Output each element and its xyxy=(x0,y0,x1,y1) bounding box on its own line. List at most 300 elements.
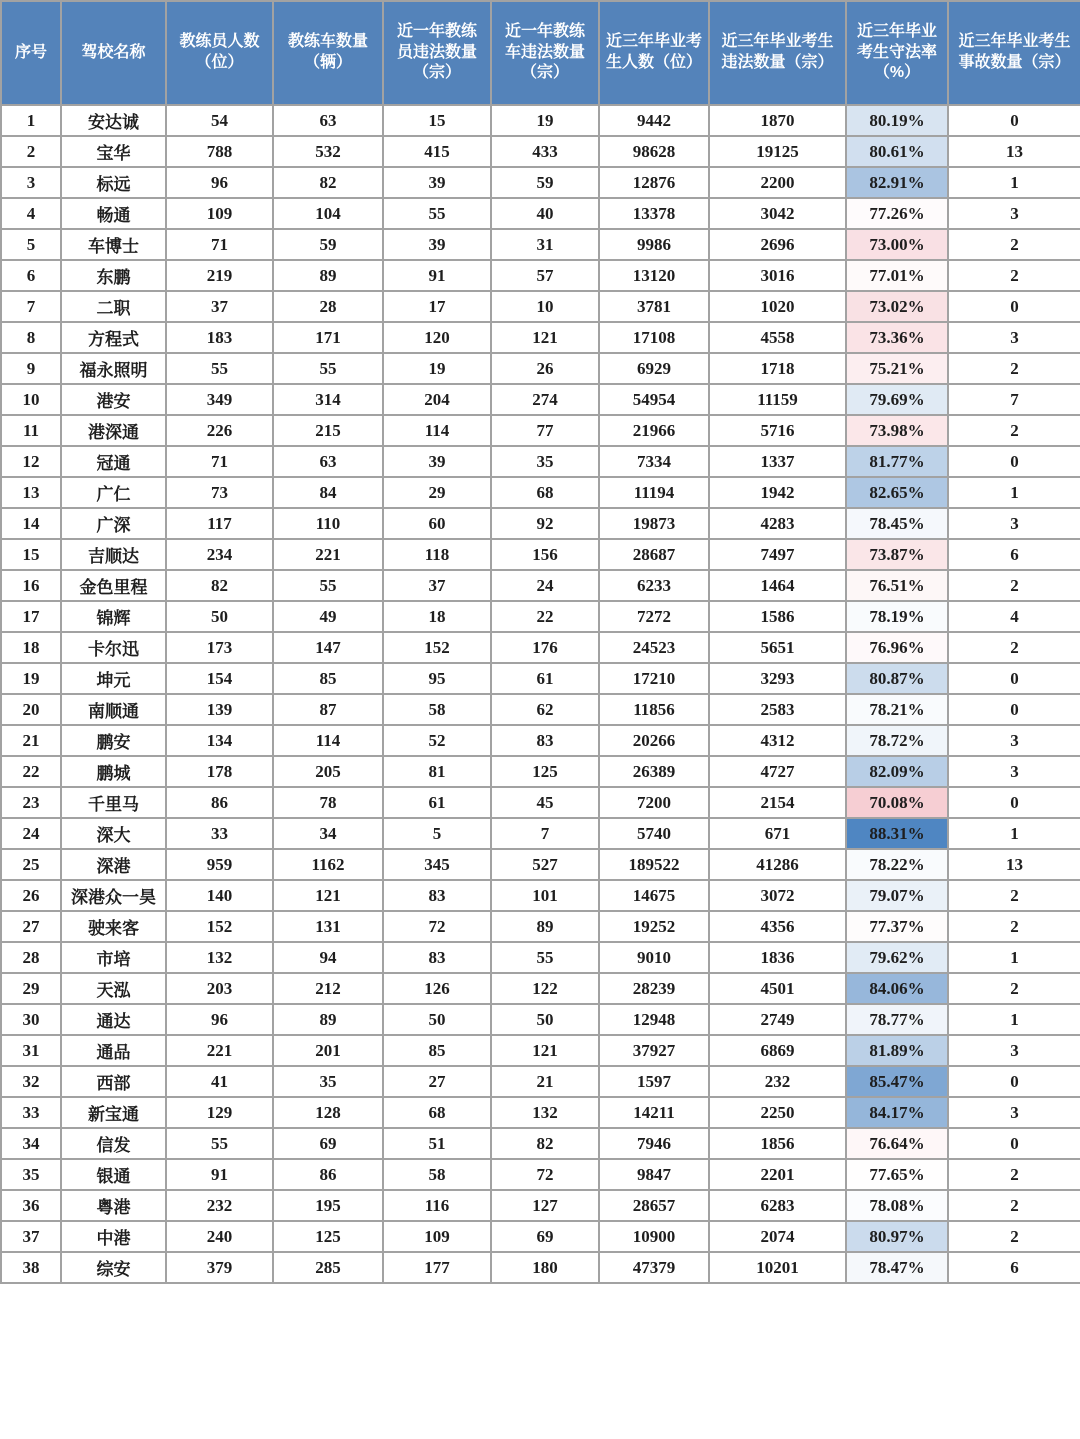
cell-no: 2 xyxy=(1,136,61,167)
cell-compliance_rate_3y: 79.69% xyxy=(846,384,948,415)
cell-vehicle_violations_1y: 82 xyxy=(491,1128,599,1159)
cell-coaches: 178 xyxy=(166,756,273,787)
cell-vehicle_violations_1y: 62 xyxy=(491,694,599,725)
cell-vehicle_violations_1y: 176 xyxy=(491,632,599,663)
cell-accidents_3y: 0 xyxy=(948,663,1080,694)
cell-coach_violations_1y: 114 xyxy=(383,415,491,446)
cell-compliance_rate_3y: 78.77% xyxy=(846,1004,948,1035)
cell-vehicles: 89 xyxy=(273,260,383,291)
cell-accidents_3y: 1 xyxy=(948,477,1080,508)
table-row xyxy=(1,663,1080,694)
cell-coach_violations_1y: 85 xyxy=(383,1035,491,1066)
table-row xyxy=(1,229,1080,260)
table-row xyxy=(1,1190,1080,1221)
cell-vehicles: 314 xyxy=(273,384,383,415)
cell-coaches: 139 xyxy=(166,694,273,725)
cell-coach_violations_1y: 50 xyxy=(383,1004,491,1035)
cell-name: 千里马 xyxy=(61,787,166,818)
cell-graduate_violations_3y: 1856 xyxy=(709,1128,846,1159)
cell-accidents_3y: 6 xyxy=(948,539,1080,570)
cell-accidents_3y: 1 xyxy=(948,1004,1080,1035)
cell-accidents_3y: 2 xyxy=(948,880,1080,911)
cell-no: 28 xyxy=(1,942,61,973)
table-row xyxy=(1,632,1080,663)
table-header-row xyxy=(1,1,1080,105)
cell-vehicles: 55 xyxy=(273,570,383,601)
table-row xyxy=(1,601,1080,632)
cell-coach_violations_1y: 177 xyxy=(383,1252,491,1283)
cell-name: 鹏安 xyxy=(61,725,166,756)
cell-accidents_3y: 6 xyxy=(948,1252,1080,1283)
table-row xyxy=(1,1004,1080,1035)
cell-no: 29 xyxy=(1,973,61,1004)
column-header-coaches: 教练员人数（位） xyxy=(166,1,273,105)
table-row xyxy=(1,260,1080,291)
cell-graduate_violations_3y: 232 xyxy=(709,1066,846,1097)
cell-coaches: 71 xyxy=(166,446,273,477)
cell-compliance_rate_3y: 78.72% xyxy=(846,725,948,756)
cell-graduate_violations_3y: 3072 xyxy=(709,880,846,911)
cell-no: 30 xyxy=(1,1004,61,1035)
cell-accidents_3y: 0 xyxy=(948,105,1080,136)
cell-name: 深港 xyxy=(61,849,166,880)
cell-vehicles: 63 xyxy=(273,446,383,477)
cell-coaches: 232 xyxy=(166,1190,273,1221)
cell-coach_violations_1y: 52 xyxy=(383,725,491,756)
cell-vehicles: 94 xyxy=(273,942,383,973)
cell-accidents_3y: 3 xyxy=(948,322,1080,353)
cell-graduate_violations_3y: 3042 xyxy=(709,198,846,229)
cell-coaches: 96 xyxy=(166,167,273,198)
table-row xyxy=(1,787,1080,818)
cell-no: 37 xyxy=(1,1221,61,1252)
cell-accidents_3y: 0 xyxy=(948,1066,1080,1097)
cell-vehicle_violations_1y: 59 xyxy=(491,167,599,198)
cell-coach_violations_1y: 83 xyxy=(383,880,491,911)
cell-accidents_3y: 2 xyxy=(948,1221,1080,1252)
cell-vehicles: 85 xyxy=(273,663,383,694)
cell-coaches: 86 xyxy=(166,787,273,818)
cell-no: 32 xyxy=(1,1066,61,1097)
cell-graduate_violations_3y: 2200 xyxy=(709,167,846,198)
table-row xyxy=(1,105,1080,136)
cell-no: 18 xyxy=(1,632,61,663)
cell-name: 综安 xyxy=(61,1252,166,1283)
column-header-graduates_3y: 近三年毕业考生人数（位） xyxy=(599,1,709,105)
column-header-name: 驾校名称 xyxy=(61,1,166,105)
cell-graduate_violations_3y: 5651 xyxy=(709,632,846,663)
cell-coach_violations_1y: 95 xyxy=(383,663,491,694)
table-row xyxy=(1,942,1080,973)
cell-coach_violations_1y: 51 xyxy=(383,1128,491,1159)
cell-vehicles: 55 xyxy=(273,353,383,384)
cell-coaches: 96 xyxy=(166,1004,273,1035)
cell-accidents_3y: 0 xyxy=(948,694,1080,725)
cell-graduate_violations_3y: 11159 xyxy=(709,384,846,415)
cell-accidents_3y: 3 xyxy=(948,198,1080,229)
cell-compliance_rate_3y: 73.02% xyxy=(846,291,948,322)
cell-accidents_3y: 2 xyxy=(948,260,1080,291)
cell-graduates_3y: 28687 xyxy=(599,539,709,570)
cell-no: 6 xyxy=(1,260,61,291)
cell-no: 24 xyxy=(1,818,61,849)
cell-vehicles: 215 xyxy=(273,415,383,446)
cell-coaches: 173 xyxy=(166,632,273,663)
cell-vehicles: 82 xyxy=(273,167,383,198)
cell-accidents_3y: 3 xyxy=(948,1097,1080,1128)
table-body xyxy=(1,105,1080,1283)
cell-no: 21 xyxy=(1,725,61,756)
table-row xyxy=(1,570,1080,601)
cell-no: 10 xyxy=(1,384,61,415)
cell-coach_violations_1y: 58 xyxy=(383,694,491,725)
cell-coaches: 183 xyxy=(166,322,273,353)
cell-coaches: 132 xyxy=(166,942,273,973)
cell-vehicles: 285 xyxy=(273,1252,383,1283)
table-row xyxy=(1,880,1080,911)
cell-accidents_3y: 13 xyxy=(948,136,1080,167)
cell-coaches: 129 xyxy=(166,1097,273,1128)
cell-graduate_violations_3y: 7497 xyxy=(709,539,846,570)
cell-coaches: 219 xyxy=(166,260,273,291)
cell-graduate_violations_3y: 4727 xyxy=(709,756,846,787)
cell-graduates_3y: 26389 xyxy=(599,756,709,787)
table-row xyxy=(1,1221,1080,1252)
cell-graduates_3y: 9442 xyxy=(599,105,709,136)
cell-accidents_3y: 2 xyxy=(948,911,1080,942)
cell-accidents_3y: 0 xyxy=(948,446,1080,477)
cell-coach_violations_1y: 204 xyxy=(383,384,491,415)
cell-vehicle_violations_1y: 433 xyxy=(491,136,599,167)
cell-vehicle_violations_1y: 69 xyxy=(491,1221,599,1252)
table-row xyxy=(1,508,1080,539)
cell-graduates_3y: 19873 xyxy=(599,508,709,539)
table-row xyxy=(1,1066,1080,1097)
cell-graduates_3y: 17210 xyxy=(599,663,709,694)
cell-vehicles: 78 xyxy=(273,787,383,818)
cell-coach_violations_1y: 68 xyxy=(383,1097,491,1128)
cell-name: 方程式 xyxy=(61,322,166,353)
cell-no: 15 xyxy=(1,539,61,570)
cell-accidents_3y: 1 xyxy=(948,167,1080,198)
cell-coach_violations_1y: 120 xyxy=(383,322,491,353)
cell-graduates_3y: 20266 xyxy=(599,725,709,756)
cell-compliance_rate_3y: 73.98% xyxy=(846,415,948,446)
cell-compliance_rate_3y: 81.77% xyxy=(846,446,948,477)
cell-name: 标远 xyxy=(61,167,166,198)
cell-graduates_3y: 3781 xyxy=(599,291,709,322)
cell-vehicles: 171 xyxy=(273,322,383,353)
cell-compliance_rate_3y: 82.91% xyxy=(846,167,948,198)
cell-vehicle_violations_1y: 132 xyxy=(491,1097,599,1128)
column-header-graduate_violations_3y: 近三年毕业考生违法数量（宗） xyxy=(709,1,846,105)
cell-no: 36 xyxy=(1,1190,61,1221)
cell-graduate_violations_3y: 2201 xyxy=(709,1159,846,1190)
cell-vehicles: 201 xyxy=(273,1035,383,1066)
column-header-accidents_3y: 近三年毕业考生事故数量（宗） xyxy=(948,1,1080,105)
cell-graduate_violations_3y: 2583 xyxy=(709,694,846,725)
cell-graduate_violations_3y: 4283 xyxy=(709,508,846,539)
table-row xyxy=(1,756,1080,787)
cell-name: 广深 xyxy=(61,508,166,539)
cell-no: 14 xyxy=(1,508,61,539)
cell-name: 吉顺达 xyxy=(61,539,166,570)
cell-vehicle_violations_1y: 31 xyxy=(491,229,599,260)
cell-vehicles: 110 xyxy=(273,508,383,539)
cell-coach_violations_1y: 5 xyxy=(383,818,491,849)
cell-graduates_3y: 12948 xyxy=(599,1004,709,1035)
cell-vehicle_violations_1y: 50 xyxy=(491,1004,599,1035)
cell-graduate_violations_3y: 3016 xyxy=(709,260,846,291)
table-header xyxy=(1,1,1080,105)
cell-coach_violations_1y: 72 xyxy=(383,911,491,942)
cell-vehicle_violations_1y: 122 xyxy=(491,973,599,1004)
cell-graduates_3y: 5740 xyxy=(599,818,709,849)
column-header-coach_violations_1y: 近一年教练员违法数量（宗） xyxy=(383,1,491,105)
cell-graduates_3y: 14675 xyxy=(599,880,709,911)
cell-no: 9 xyxy=(1,353,61,384)
cell-coach_violations_1y: 39 xyxy=(383,446,491,477)
cell-vehicles: 205 xyxy=(273,756,383,787)
cell-coach_violations_1y: 109 xyxy=(383,1221,491,1252)
cell-coaches: 379 xyxy=(166,1252,273,1283)
cell-name: 天泓 xyxy=(61,973,166,1004)
cell-accidents_3y: 2 xyxy=(948,229,1080,260)
cell-compliance_rate_3y: 77.65% xyxy=(846,1159,948,1190)
cell-no: 16 xyxy=(1,570,61,601)
cell-vehicle_violations_1y: 26 xyxy=(491,353,599,384)
table-row xyxy=(1,198,1080,229)
cell-no: 33 xyxy=(1,1097,61,1128)
cell-graduate_violations_3y: 671 xyxy=(709,818,846,849)
cell-graduates_3y: 21966 xyxy=(599,415,709,446)
cell-accidents_3y: 3 xyxy=(948,756,1080,787)
cell-graduates_3y: 9986 xyxy=(599,229,709,260)
cell-graduates_3y: 7946 xyxy=(599,1128,709,1159)
cell-graduates_3y: 10900 xyxy=(599,1221,709,1252)
cell-coaches: 55 xyxy=(166,1128,273,1159)
table-row xyxy=(1,1035,1080,1066)
cell-compliance_rate_3y: 78.22% xyxy=(846,849,948,880)
cell-graduates_3y: 7272 xyxy=(599,601,709,632)
cell-graduates_3y: 12876 xyxy=(599,167,709,198)
cell-coaches: 82 xyxy=(166,570,273,601)
table-row xyxy=(1,725,1080,756)
cell-coaches: 134 xyxy=(166,725,273,756)
cell-name: 广仁 xyxy=(61,477,166,508)
cell-vehicles: 59 xyxy=(273,229,383,260)
cell-coaches: 221 xyxy=(166,1035,273,1066)
cell-compliance_rate_3y: 77.01% xyxy=(846,260,948,291)
cell-name: 安达诚 xyxy=(61,105,166,136)
cell-accidents_3y: 2 xyxy=(948,415,1080,446)
cell-graduate_violations_3y: 6283 xyxy=(709,1190,846,1221)
cell-compliance_rate_3y: 78.47% xyxy=(846,1252,948,1283)
cell-coach_violations_1y: 29 xyxy=(383,477,491,508)
cell-graduates_3y: 11194 xyxy=(599,477,709,508)
table-row xyxy=(1,539,1080,570)
cell-graduates_3y: 7200 xyxy=(599,787,709,818)
cell-vehicles: 87 xyxy=(273,694,383,725)
cell-name: 银通 xyxy=(61,1159,166,1190)
cell-coaches: 109 xyxy=(166,198,273,229)
cell-graduates_3y: 28239 xyxy=(599,973,709,1004)
cell-compliance_rate_3y: 78.45% xyxy=(846,508,948,539)
cell-coaches: 73 xyxy=(166,477,273,508)
cell-graduates_3y: 19252 xyxy=(599,911,709,942)
cell-graduate_violations_3y: 1836 xyxy=(709,942,846,973)
cell-vehicles: 89 xyxy=(273,1004,383,1035)
cell-graduate_violations_3y: 10201 xyxy=(709,1252,846,1283)
cell-coach_violations_1y: 83 xyxy=(383,942,491,973)
cell-no: 20 xyxy=(1,694,61,725)
cell-vehicles: 104 xyxy=(273,198,383,229)
cell-vehicle_violations_1y: 7 xyxy=(491,818,599,849)
cell-no: 3 xyxy=(1,167,61,198)
cell-vehicle_violations_1y: 121 xyxy=(491,322,599,353)
cell-accidents_3y: 2 xyxy=(948,1159,1080,1190)
cell-name: 南顺通 xyxy=(61,694,166,725)
table-row xyxy=(1,1159,1080,1190)
cell-coach_violations_1y: 91 xyxy=(383,260,491,291)
cell-vehicle_violations_1y: 125 xyxy=(491,756,599,787)
cell-vehicles: 212 xyxy=(273,973,383,1004)
cell-coaches: 54 xyxy=(166,105,273,136)
cell-vehicle_violations_1y: 35 xyxy=(491,446,599,477)
cell-compliance_rate_3y: 82.09% xyxy=(846,756,948,787)
cell-coach_violations_1y: 19 xyxy=(383,353,491,384)
cell-name: 信发 xyxy=(61,1128,166,1159)
cell-name: 港安 xyxy=(61,384,166,415)
cell-accidents_3y: 2 xyxy=(948,632,1080,663)
cell-name: 东鹏 xyxy=(61,260,166,291)
cell-compliance_rate_3y: 79.07% xyxy=(846,880,948,911)
table-row xyxy=(1,291,1080,322)
cell-compliance_rate_3y: 77.26% xyxy=(846,198,948,229)
cell-vehicle_violations_1y: 68 xyxy=(491,477,599,508)
table-row xyxy=(1,384,1080,415)
cell-coaches: 203 xyxy=(166,973,273,1004)
cell-vehicle_violations_1y: 22 xyxy=(491,601,599,632)
cell-compliance_rate_3y: 77.37% xyxy=(846,911,948,942)
cell-compliance_rate_3y: 76.64% xyxy=(846,1128,948,1159)
cell-compliance_rate_3y: 88.31% xyxy=(846,818,948,849)
cell-vehicles: 1162 xyxy=(273,849,383,880)
column-header-vehicle_violations_1y: 近一年教练车违法数量（宗） xyxy=(491,1,599,105)
cell-graduates_3y: 98628 xyxy=(599,136,709,167)
cell-coach_violations_1y: 118 xyxy=(383,539,491,570)
cell-vehicle_violations_1y: 101 xyxy=(491,880,599,911)
cell-coach_violations_1y: 58 xyxy=(383,1159,491,1190)
cell-coach_violations_1y: 345 xyxy=(383,849,491,880)
cell-graduates_3y: 7334 xyxy=(599,446,709,477)
cell-name: 深大 xyxy=(61,818,166,849)
cell-graduate_violations_3y: 2250 xyxy=(709,1097,846,1128)
cell-name: 车博士 xyxy=(61,229,166,260)
cell-coach_violations_1y: 60 xyxy=(383,508,491,539)
cell-vehicles: 49 xyxy=(273,601,383,632)
cell-graduates_3y: 17108 xyxy=(599,322,709,353)
table-row xyxy=(1,167,1080,198)
cell-name: 福永照明 xyxy=(61,353,166,384)
cell-accidents_3y: 2 xyxy=(948,353,1080,384)
cell-graduate_violations_3y: 2074 xyxy=(709,1221,846,1252)
column-header-compliance_rate_3y: 近三年毕业考生守法率（%） xyxy=(846,1,948,105)
cell-graduate_violations_3y: 2696 xyxy=(709,229,846,260)
cell-graduates_3y: 11856 xyxy=(599,694,709,725)
cell-coaches: 788 xyxy=(166,136,273,167)
cell-graduate_violations_3y: 4312 xyxy=(709,725,846,756)
cell-vehicle_violations_1y: 156 xyxy=(491,539,599,570)
cell-coaches: 55 xyxy=(166,353,273,384)
cell-name: 锦辉 xyxy=(61,601,166,632)
cell-accidents_3y: 2 xyxy=(948,1190,1080,1221)
table-row xyxy=(1,1128,1080,1159)
cell-accidents_3y: 4 xyxy=(948,601,1080,632)
cell-vehicle_violations_1y: 40 xyxy=(491,198,599,229)
cell-graduate_violations_3y: 1586 xyxy=(709,601,846,632)
cell-coaches: 959 xyxy=(166,849,273,880)
cell-no: 13 xyxy=(1,477,61,508)
cell-coaches: 117 xyxy=(166,508,273,539)
cell-compliance_rate_3y: 84.06% xyxy=(846,973,948,1004)
cell-vehicle_violations_1y: 45 xyxy=(491,787,599,818)
cell-coaches: 33 xyxy=(166,818,273,849)
cell-no: 35 xyxy=(1,1159,61,1190)
cell-graduates_3y: 14211 xyxy=(599,1097,709,1128)
cell-vehicles: 86 xyxy=(273,1159,383,1190)
cell-vehicle_violations_1y: 55 xyxy=(491,942,599,973)
cell-vehicle_violations_1y: 61 xyxy=(491,663,599,694)
cell-vehicle_violations_1y: 72 xyxy=(491,1159,599,1190)
cell-vehicle_violations_1y: 57 xyxy=(491,260,599,291)
cell-coach_violations_1y: 61 xyxy=(383,787,491,818)
cell-coach_violations_1y: 17 xyxy=(383,291,491,322)
cell-no: 4 xyxy=(1,198,61,229)
cell-coaches: 234 xyxy=(166,539,273,570)
cell-compliance_rate_3y: 73.87% xyxy=(846,539,948,570)
cell-name: 畅通 xyxy=(61,198,166,229)
cell-vehicle_violations_1y: 527 xyxy=(491,849,599,880)
cell-graduate_violations_3y: 4501 xyxy=(709,973,846,1004)
cell-coach_violations_1y: 152 xyxy=(383,632,491,663)
cell-no: 7 xyxy=(1,291,61,322)
cell-compliance_rate_3y: 78.08% xyxy=(846,1190,948,1221)
cell-compliance_rate_3y: 79.62% xyxy=(846,942,948,973)
cell-accidents_3y: 0 xyxy=(948,787,1080,818)
table-row xyxy=(1,849,1080,880)
cell-vehicle_violations_1y: 92 xyxy=(491,508,599,539)
cell-name: 冠通 xyxy=(61,446,166,477)
cell-compliance_rate_3y: 73.36% xyxy=(846,322,948,353)
table-row xyxy=(1,973,1080,1004)
cell-vehicle_violations_1y: 274 xyxy=(491,384,599,415)
cell-graduate_violations_3y: 4356 xyxy=(709,911,846,942)
cell-vehicle_violations_1y: 127 xyxy=(491,1190,599,1221)
cell-name: 深港众一昊 xyxy=(61,880,166,911)
cell-name: 卡尔迅 xyxy=(61,632,166,663)
cell-compliance_rate_3y: 80.61% xyxy=(846,136,948,167)
cell-vehicles: 532 xyxy=(273,136,383,167)
cell-no: 31 xyxy=(1,1035,61,1066)
cell-vehicle_violations_1y: 121 xyxy=(491,1035,599,1066)
cell-accidents_3y: 3 xyxy=(948,1035,1080,1066)
cell-graduate_violations_3y: 6869 xyxy=(709,1035,846,1066)
cell-compliance_rate_3y: 81.89% xyxy=(846,1035,948,1066)
cell-coaches: 41 xyxy=(166,1066,273,1097)
cell-coach_violations_1y: 37 xyxy=(383,570,491,601)
cell-compliance_rate_3y: 84.17% xyxy=(846,1097,948,1128)
